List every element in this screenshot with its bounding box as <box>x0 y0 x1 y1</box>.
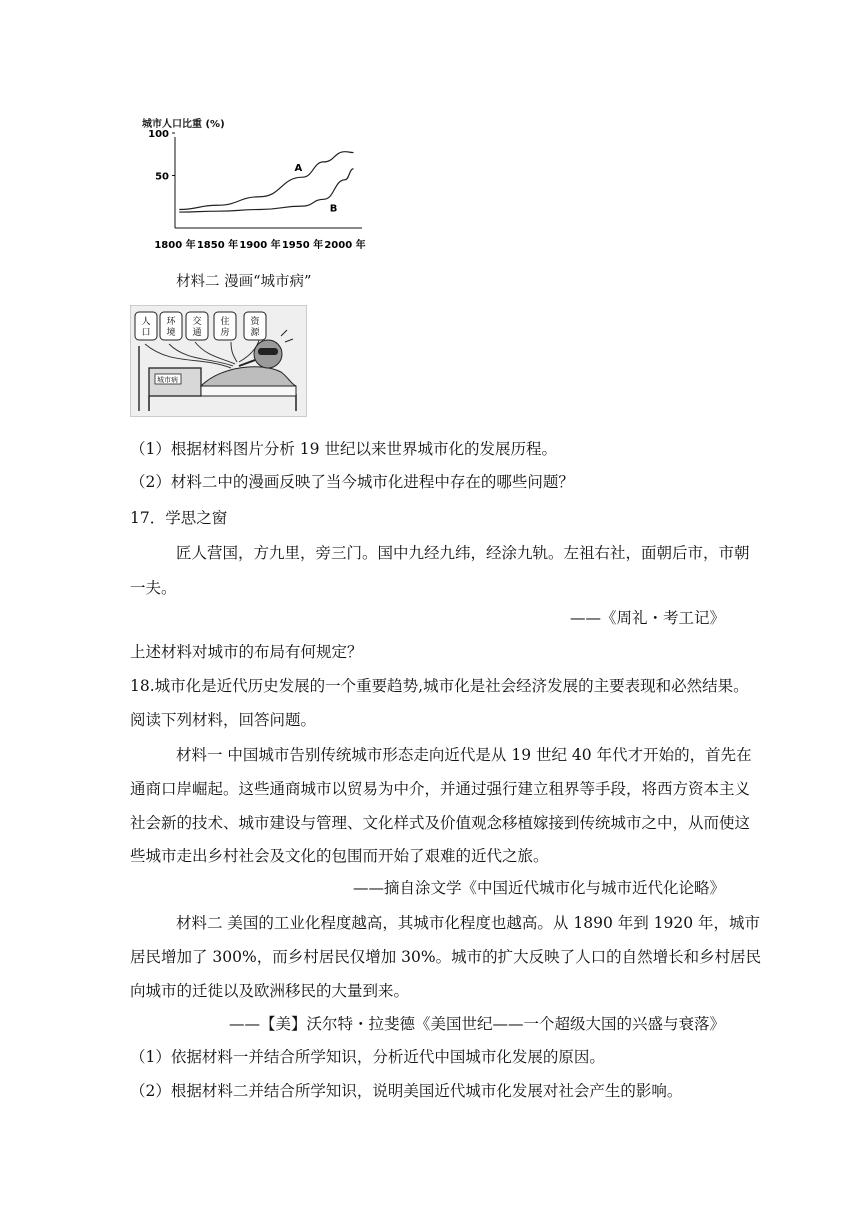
iv-bag-label: 资 <box>250 317 260 327</box>
iv-bag-label: 环 <box>166 317 176 327</box>
q17-question: 上述材料对城市的布局有何规定？ <box>130 643 363 661</box>
q18-material1-line-4: 些城市走出乡村社会及文化的包围而开始了艰难的近代之旅。 <box>130 847 549 865</box>
series-label-A: A <box>294 163 303 175</box>
iv-bag-label: 人 <box>141 317 151 327</box>
q18-material2-line-1: 材料二 美国的工业化程度越高，其城市化程度也越高。从 1890 年到 1920 年，城市 <box>176 914 761 932</box>
q16-question-1: （1）根据材料图片分析 19 世纪以来世界城市化的发展历程。 <box>130 440 557 458</box>
material2-caption: 材料二 漫画“城市病” <box>176 274 312 290</box>
iv-bag-label: 源 <box>250 328 260 338</box>
y-tick-label: 100 <box>148 129 169 140</box>
iv-bag-label: 境 <box>166 328 176 338</box>
q18-material1-line-3: 社会新的技术、城市建设与管理、文化样式及价值观念移植嫁接到传统城市之中，从而使这 <box>130 814 751 832</box>
series-line-A <box>179 152 353 210</box>
x-tick-label: 1800 年 <box>154 240 196 251</box>
y-tick-label: 50 <box>155 171 169 183</box>
iv-bag-label: 通 <box>192 328 202 338</box>
q18-question-1: （1）依据材料一并结合所学知识，分析近代中国城市化发展的原因。 <box>130 1048 605 1066</box>
series-label-B: B <box>329 203 338 215</box>
y-axis-label: 城市人口比重 (%) <box>142 119 225 130</box>
iv-bag-label: 口 <box>141 328 151 338</box>
urban-population-chart <box>140 115 372 255</box>
q18-material1-line-2: 通商口岸崛起。这些通商城市以贸易为中介，并通过强行建立租界等手段，将西方资本主义 <box>130 780 751 798</box>
q17-text-line-2: 一夫。 <box>130 579 177 597</box>
q18-stem-line-2: 阅读下列材料，回答问题。 <box>130 711 317 729</box>
q18-material1-source: ——摘自涂文学《中国近代城市化与城市近代化论略》 <box>352 879 725 897</box>
chart-svg <box>140 115 372 255</box>
x-tick-label: 1900 年 <box>239 240 281 251</box>
q17-text-line-1: 匠人营国，方九里，旁三门。国中九经九纬，经涂九轨。左祖右社，面朝后市，市朝 <box>176 544 750 562</box>
x-tick-label: 2000 年 <box>324 240 366 251</box>
q16-question-2: （2）材料二中的漫画反映了当今城市化进程中存在的哪些问题？ <box>130 473 574 491</box>
cartoon-illustration <box>131 306 306 416</box>
x-tick-label: 1950 年 <box>281 240 324 251</box>
q17-source: ——《周礼・考工记》 <box>569 609 725 627</box>
x-tick-label: 1850 年 <box>196 240 239 251</box>
iv-bag-label: 交 <box>192 317 202 327</box>
q18-stem-line-1: 18.城市化是近代历史发展的一个重要趋势,城市化是社会经济发展的主要表现和必然结果。 <box>130 677 749 695</box>
q18-material2-line-3: 向城市的迁徙以及欧洲移民的大量到来。 <box>130 982 410 1000</box>
iv-bag-label: 房 <box>220 328 230 338</box>
q18-material2-line-2: 居民增加了 300%，而乡村居民仅增加 30%。城市的扩大反映了人口的自然增长和乡村居民 <box>130 948 762 966</box>
city-disease-cartoon <box>130 305 307 417</box>
iv-bags <box>135 312 266 340</box>
bed-label: 城市病 <box>157 376 178 384</box>
iv-bag-label: 住 <box>220 317 230 327</box>
q18-material2-source: ——【美】沃尔特・拉斐德《美国世纪——一个超级大国的兴盛与衰落》 <box>228 1015 725 1033</box>
q18-question-2: （2）根据材料二并结合所学知识，说明美国近代城市化发展对社会产生的影响。 <box>130 1082 683 1100</box>
q18-material1-line-1: 材料一 中国城市告别传统城市形态走向近代是从 19 世纪 40 年代才开始的，首先在 <box>176 746 752 764</box>
q17-title: 17．学思之窗 <box>130 509 228 527</box>
